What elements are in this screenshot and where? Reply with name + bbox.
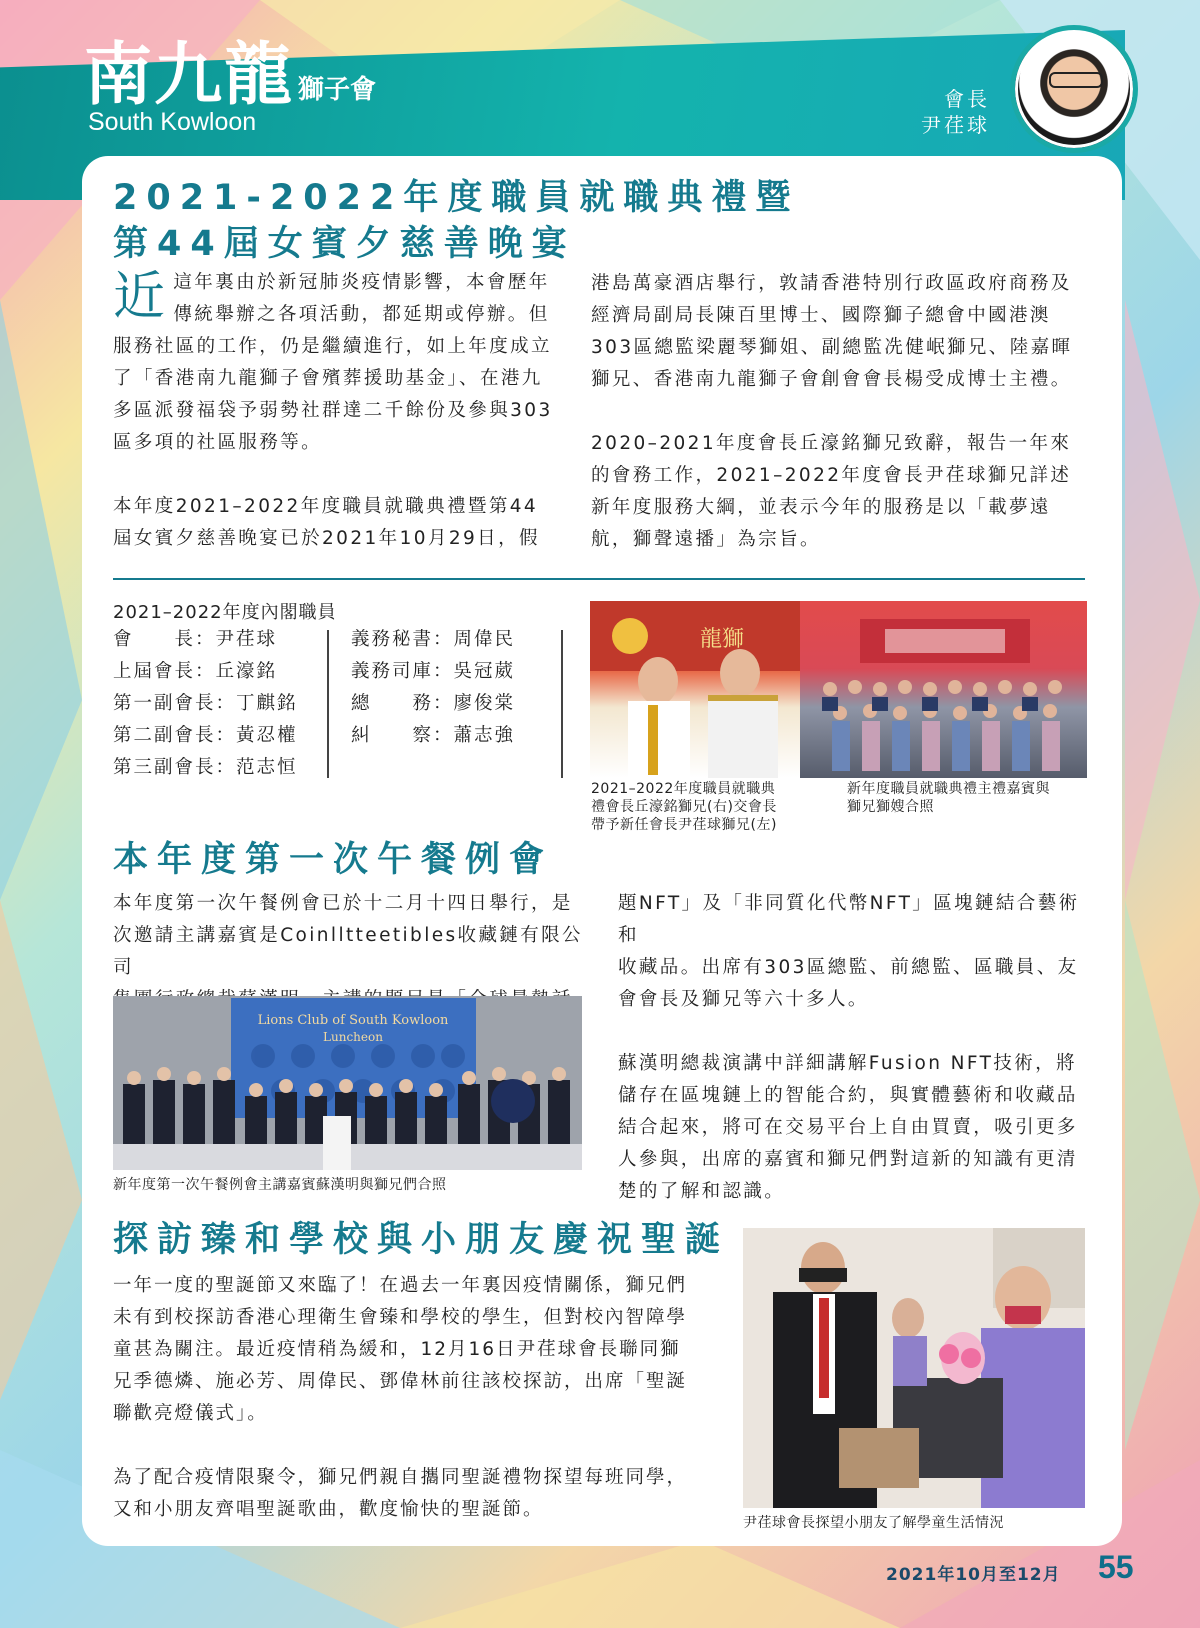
paragraph-line: 航，獅聲遠播」為宗旨。 — [591, 529, 821, 550]
paragraph-line: 的會務工作，2021–2022年度會長尹荏球獅兄詳述 — [591, 465, 1072, 486]
paragraph-line: 經濟局副局長陳百里博士、國際獅子總會中國港澳 — [591, 305, 1051, 326]
paragraph-gap — [113, 1430, 713, 1462]
section-divider — [113, 578, 1085, 580]
officers-divider-1 — [327, 630, 329, 778]
officer-row: 第二副會長：黃忍權 — [113, 725, 298, 746]
officer-row: 會 長：尹荏球 — [113, 629, 278, 650]
photo-group-dinner — [800, 601, 1087, 778]
photo-luncheon-art — [113, 996, 582, 1170]
article1-left-column — [113, 267, 563, 555]
paragraph-line: 結合起來，將可在交易平台上自由買賣，吸引更多 — [618, 1117, 1078, 1138]
officer-row: 義務秘書：周偉民 — [351, 629, 516, 650]
paragraph-line: 2020–2021年度會長丘濠銘獅兄致辭，報告一年來 — [591, 433, 1072, 454]
paragraph-line: 服務社區的工作，仍是繼續進行，如上年度成立 — [113, 336, 552, 357]
caption-line: 獅兄獅嫂合照 — [847, 799, 934, 815]
dropcap: 近 — [113, 267, 168, 327]
paragraph-line: 儲存在區塊鏈上的智能合約，與實體藝術和收藏品 — [618, 1085, 1078, 1106]
article2-title: 本年度第一次午餐例會 — [113, 840, 554, 880]
article3-body — [113, 1270, 713, 1526]
photo-luncheon — [113, 996, 582, 1170]
officer-row: 義務司庫：吳冠葳 — [351, 661, 516, 682]
president-name: 尹荏球 — [921, 113, 990, 137]
president-avatar — [1010, 25, 1138, 153]
issue-date: 2021年10月至12月 — [886, 1565, 1061, 1585]
luncheon-banner-subtitle: Luncheon — [323, 1030, 383, 1044]
paragraph-line: 題NFT」及「非同質化代幣NFT」區塊鏈結合藝術和 — [618, 893, 1080, 946]
photo-school-visit-caption: 尹荏球會長探望小朋友了解學童生活情況 — [743, 1515, 1004, 1531]
paragraph-gap — [591, 396, 1091, 428]
paragraph-line: 次邀請主講嘉賓是Coinlltteetibles收藏鏈有限公司 — [113, 925, 583, 978]
paragraph-line: 本年度第一次午餐例會已於十二月十四日舉行，是 — [113, 893, 573, 914]
paragraph-line: 本年度2021–2022年度職員就職典禮暨第44 — [113, 496, 539, 517]
officer-row: 上屆會長：丘濠銘 — [113, 661, 278, 682]
paragraph-line: 這年裏由於新冠肺炎疫情影響，本會歷年 — [173, 272, 550, 293]
paragraph-line: 人參與，出席的嘉賓和獅兄們對這新的知識有更清 — [618, 1149, 1078, 1170]
photo-group-dinner-caption — [847, 780, 1050, 816]
paragraph-line: 303區總監梁麗琴獅姐、副總監冼健岷獅兄、陸嘉暉 — [591, 337, 1073, 358]
officer-row: 糾 察：蕭志強 — [351, 725, 516, 746]
paragraph-line: 蘇漢明總裁演講中詳細講解Fusion NFT技術，將 — [618, 1053, 1077, 1074]
paragraph-line: 多區派發福袋予弱勢社群達二千餘份及參與303 — [113, 400, 553, 421]
photo-installation-caption — [591, 780, 777, 834]
paragraph-line: 童甚為關注。最近疫情稍為緩和，12月16日尹荏球會長聯同獅 — [113, 1339, 681, 1360]
svg-text:龍獅: 龍獅 — [700, 627, 745, 652]
photo-installation-art — [590, 601, 800, 778]
paragraph-line: 收藏品。出席有303區總監、前總監、區職員、友 — [618, 957, 1079, 978]
officers-heading: 2021–2022年度內閣職員 — [113, 602, 337, 623]
paragraph-line: 兄季德燐、施必芳、周偉民、鄧偉林前往該校探訪，出席「聖誕 — [113, 1371, 688, 1392]
president-title: 會長 — [944, 87, 990, 111]
paragraph-line: 港島萬豪酒店舉行，敦請香港特別行政區政府商務及 — [591, 273, 1072, 294]
paragraph-line: 傳統舉辦之各項活動，都延期或停辦。但 — [173, 304, 550, 325]
officers-column-2 — [351, 624, 515, 752]
paragraph-line: 新年度服務大綱，並表示今年的服務是以「載夢遠 — [591, 497, 1051, 518]
page-number: 55 — [1098, 1549, 1134, 1585]
photo-installation — [590, 601, 800, 778]
officers-column-1 — [113, 624, 298, 784]
caption-line: 帶予新任會長尹荏球獅兄(左) — [591, 817, 777, 833]
officer-row: 第一副會長：丁麒銘 — [113, 693, 298, 714]
caption-line: 禮會長丘濠銘獅兄(右)交會長 — [591, 799, 777, 815]
photo-school-visit-art — [743, 1228, 1085, 1508]
article2-right-column — [618, 888, 1098, 1208]
officer-row: 第三副會長：范志恒 — [113, 757, 298, 778]
article3-title: 探訪臻和學校與小朋友慶祝聖誕 — [113, 1220, 730, 1260]
club-name-english: South Kowloon — [88, 108, 257, 136]
article1-right-column — [591, 268, 1091, 556]
paragraph-line: 聯歡亮燈儀式」。 — [113, 1403, 268, 1424]
club-title — [84, 36, 377, 115]
club-name-small: 獅子會 — [298, 75, 377, 105]
club-name-big: 南九龍 — [84, 36, 295, 115]
officers-divider-2 — [561, 630, 563, 778]
paragraph-line: 楚的了解和認識。 — [618, 1181, 786, 1202]
paragraph-line: 未有到校探訪香港心理衛生會臻和學校的學生，但對校內智障學 — [113, 1307, 688, 1328]
paragraph-line: 會會長及獅兄等六十多人。 — [618, 989, 869, 1010]
paragraph-line: 區多項的社區服務等。 — [113, 432, 323, 453]
photo-school-visit — [743, 1228, 1085, 1508]
photo-group-dinner-art — [800, 601, 1087, 778]
photo-luncheon-caption: 新年度第一次午餐例會主講嘉賓蘇漢明與獅兄們合照 — [113, 1177, 447, 1193]
paragraph-gap — [113, 459, 563, 491]
caption-line: 新年度職員就職典禮主禮嘉賓與 — [847, 781, 1050, 797]
caption-line: 2021–2022年度職員就職典 — [591, 781, 776, 797]
paragraph-line: 又和小朋友齊唱聖誕歌曲，歡度愉快的聖誕節。 — [113, 1499, 544, 1520]
paragraph-line: 屆女賓夕慈善晚宴已於2021年10月29日，假 — [113, 528, 540, 549]
article1-title-line1: 2021-2022年度職員就職典禮暨 — [113, 178, 800, 218]
article1-title-line2: 第44屆女賓夕慈善晚宴 — [113, 224, 576, 264]
paragraph-line: 一年一度的聖誕節又來臨了！在過去一年裏因疫情關係，獅兄們 — [113, 1275, 688, 1296]
officer-row: 總 務：廖俊棠 — [351, 693, 516, 714]
paragraph-line: 獅兄、香港南九龍獅子會創會會長楊受成博士主禮。 — [591, 369, 1072, 390]
luncheon-banner-title: Lions Club of South Kowloon — [257, 1013, 449, 1028]
glasses-icon — [1049, 72, 1103, 88]
paragraph-line: 為了配合疫情限聚令，獅兄們親自攜同聖誕禮物探望每班同學， — [113, 1467, 688, 1488]
paragraph-gap — [618, 1016, 1098, 1048]
president-label — [921, 86, 990, 138]
paragraph-line: 了「香港南九龍獅子會殯葬援助基金」、在港九 — [113, 368, 543, 389]
